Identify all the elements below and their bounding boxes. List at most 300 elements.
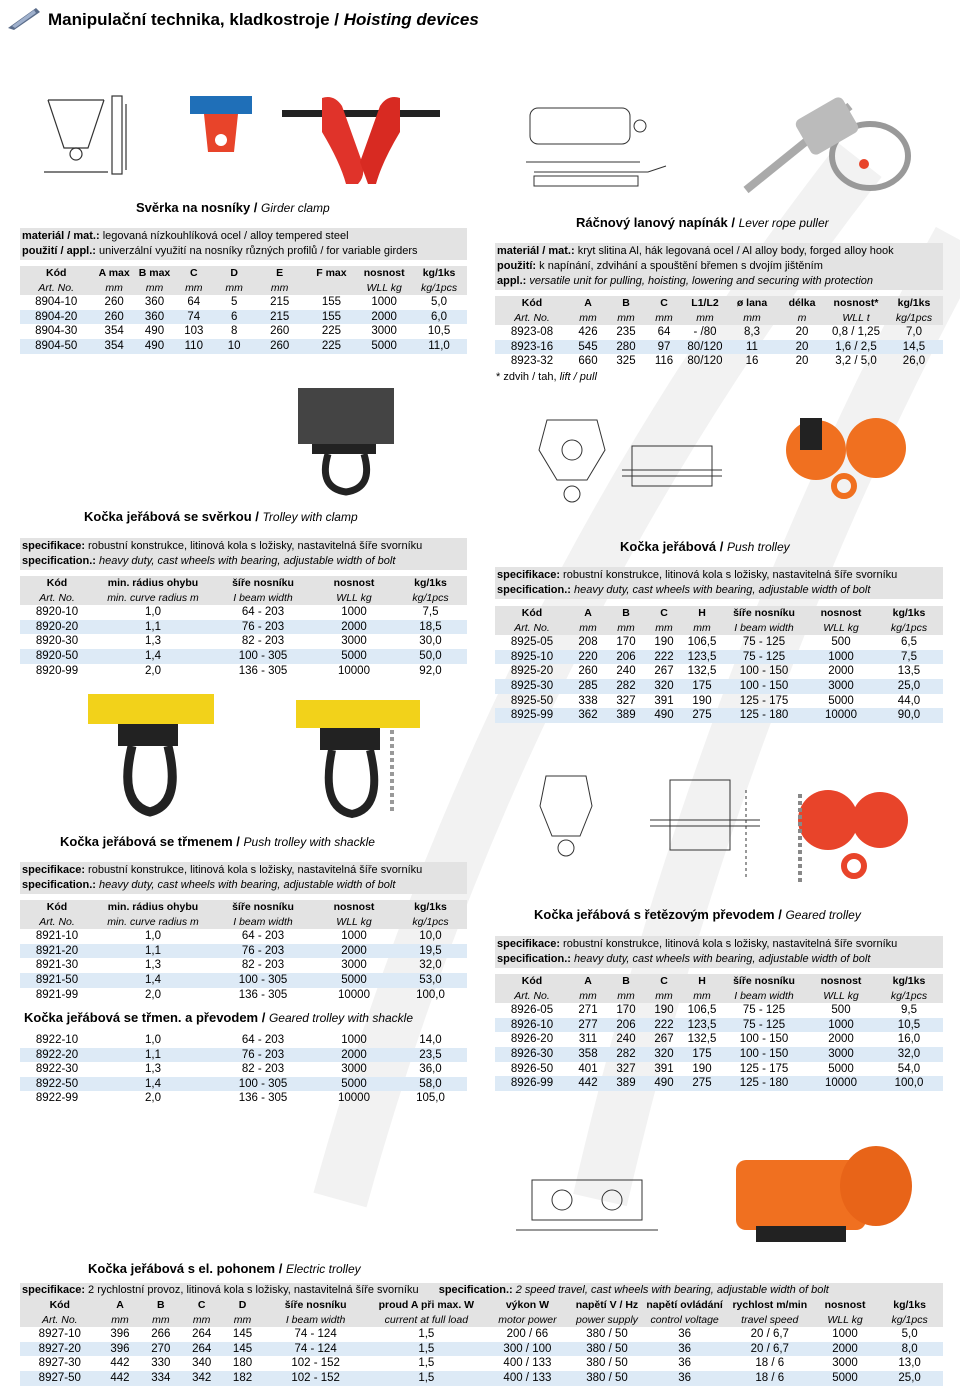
table-cell: mm bbox=[569, 989, 607, 1004]
table-cell: 8920-30 bbox=[35, 635, 79, 648]
table-cell: nosnost* bbox=[827, 296, 885, 311]
geared-trolley-title: Kočka jeřábová s řetězovým převodem / Geared trolley bbox=[534, 907, 861, 922]
table-subheader-row bbox=[20, 591, 467, 606]
table-cell: 442 bbox=[100, 1371, 141, 1386]
table-cell: 180 bbox=[232, 1357, 253, 1370]
table-cell: A bbox=[100, 1298, 141, 1313]
table-cell: šíře nosníku bbox=[721, 974, 807, 989]
table-cell: 490 bbox=[645, 708, 683, 723]
table-row bbox=[495, 1062, 943, 1077]
table-cell: nosnost bbox=[314, 576, 394, 591]
table-cell: mm bbox=[645, 989, 683, 1004]
table-cell: 10,5 bbox=[427, 325, 451, 338]
table-cell: 82 - 203 bbox=[241, 635, 285, 648]
table-cell: 8923-32 bbox=[510, 355, 554, 368]
table-subheader-row bbox=[20, 1313, 943, 1328]
table-cell: A bbox=[569, 606, 607, 621]
table-cell: 8921-10 bbox=[35, 930, 79, 943]
table-cell: 3,2 / 5,0 bbox=[835, 355, 877, 368]
push-trolley-photo bbox=[780, 400, 912, 500]
table-cell: 105,0 bbox=[416, 1092, 445, 1105]
table-cell: 100 - 305 bbox=[212, 1077, 314, 1092]
table-cell: Kód bbox=[20, 900, 94, 915]
table-cell: 8920-10 bbox=[35, 606, 79, 619]
girder-clamp-large-photo bbox=[282, 92, 440, 186]
table-cell: mm bbox=[683, 989, 721, 1004]
table-cell: 320 bbox=[645, 1047, 683, 1062]
table-row bbox=[495, 1032, 943, 1047]
electric-trolley-title: Kočka jeřábová s el. pohonem / Electric trolley bbox=[88, 1261, 361, 1276]
table-cell: 325 bbox=[616, 355, 636, 368]
table-cell: 338 bbox=[578, 694, 598, 707]
table-cell: C bbox=[181, 1298, 222, 1313]
table-cell: 100 - 150 bbox=[721, 1047, 807, 1062]
page-title: Manipulační technika, kladkostroje / Hoisting devices bbox=[48, 10, 479, 29]
table-cell: 74 - 124 bbox=[263, 1342, 368, 1357]
table-cell: 3000 bbox=[341, 635, 367, 648]
table-cell: 132,5 bbox=[687, 665, 717, 678]
table-cell: 1,4 bbox=[94, 1077, 212, 1092]
table-cell: 10 bbox=[215, 339, 254, 354]
table-row bbox=[20, 1077, 467, 1092]
table-cell: D bbox=[222, 1298, 263, 1313]
table-cell: 8926-05 bbox=[510, 1004, 554, 1017]
table-row bbox=[495, 635, 943, 650]
table-cell: 1,3 bbox=[145, 1063, 161, 1076]
table-cell bbox=[306, 281, 358, 296]
table-cell: 8921-99 bbox=[35, 988, 79, 1001]
table-cell: 1,3 bbox=[145, 635, 161, 648]
table-row bbox=[20, 944, 467, 959]
table-cell: 2000 bbox=[828, 1033, 854, 1046]
table-cell: 125 - 175 bbox=[739, 694, 789, 707]
table-cell: mm bbox=[254, 281, 306, 296]
table-cell: 1000 bbox=[807, 650, 875, 665]
table-cell: 266 bbox=[151, 1328, 171, 1341]
table-cell: kg/1pcs bbox=[394, 591, 467, 606]
table-cell: 8921-20 bbox=[20, 944, 94, 959]
table-cell: 100 - 305 bbox=[212, 973, 314, 988]
table-cell: 490 bbox=[136, 339, 173, 354]
girder-clamp-spec: materiál / mat.: legovaná nízkouhlíková ocel / alloy tempered steel použití / appl.: univerzální využití na nosníky různých profilů / for variable girders bbox=[20, 228, 467, 260]
table-cell: 1,0 bbox=[145, 1034, 161, 1046]
table-cell: 20 bbox=[795, 326, 809, 339]
table-cell: 75 - 125 bbox=[742, 1004, 786, 1017]
table-cell: kg/1ks bbox=[411, 266, 467, 281]
table-cell: 11 bbox=[727, 340, 777, 355]
table-cell: 106,5 bbox=[687, 1004, 717, 1017]
table-cell: 25,0 bbox=[875, 679, 943, 694]
table-cell: 175 bbox=[683, 1047, 721, 1062]
table-cell: 396 bbox=[100, 1342, 141, 1357]
geared-shackle-table bbox=[20, 1033, 467, 1106]
table-cell: kg/1ks bbox=[394, 576, 467, 591]
table-cell: 391 bbox=[654, 1062, 674, 1075]
table-row bbox=[20, 620, 467, 635]
table-cell: 30,0 bbox=[419, 635, 442, 648]
table-cell: 132,5 bbox=[687, 1033, 717, 1046]
table-cell: 260 bbox=[270, 325, 290, 338]
table-cell: výkon W bbox=[484, 1298, 570, 1313]
table-row bbox=[495, 325, 943, 340]
push-trolley-side-drawing bbox=[622, 426, 722, 510]
table-cell: 5000 bbox=[828, 694, 854, 707]
table-cell: B bbox=[607, 606, 645, 621]
table-cell: 8926-10 bbox=[495, 1018, 569, 1033]
table-cell: mm bbox=[222, 1313, 263, 1328]
table-cell: 8922-50 bbox=[20, 1077, 94, 1092]
table-cell: min. curve radius m bbox=[94, 915, 212, 930]
table-cell: WLL kg bbox=[357, 281, 411, 296]
table-cell: 190 bbox=[654, 636, 674, 649]
table-cell: 16 bbox=[745, 355, 759, 368]
table-cell: nosnost bbox=[807, 974, 875, 989]
table-cell: nosnost bbox=[807, 606, 875, 621]
table-cell: 5000 bbox=[314, 973, 394, 988]
table-cell: Art. No. bbox=[20, 915, 94, 930]
table-cell: šíře nosníku bbox=[263, 1298, 368, 1313]
table-cell: min. curve radius m bbox=[94, 591, 212, 606]
girder-clamp-photo bbox=[190, 96, 252, 162]
table-cell: 58,0 bbox=[394, 1077, 467, 1092]
table-cell: 32,0 bbox=[875, 1047, 943, 1062]
table-cell: 8926-50 bbox=[510, 1062, 554, 1075]
table-cell: 389 bbox=[607, 1076, 645, 1091]
table-cell: 102 - 152 bbox=[291, 1357, 340, 1370]
table-cell: 362 bbox=[569, 708, 607, 723]
table-cell: 11,0 bbox=[411, 339, 467, 354]
table-cell: 1,5 bbox=[418, 1328, 435, 1341]
table-cell: mm bbox=[683, 621, 721, 636]
table-cell: 8922-20 bbox=[20, 1048, 94, 1063]
table-cell: 53,0 bbox=[394, 973, 467, 988]
table-cell: 1,6 / 2,5 bbox=[827, 340, 885, 355]
table-cell: 5,0 bbox=[901, 1328, 918, 1341]
table-cell: 20 bbox=[795, 355, 809, 368]
table-cell: 10000 bbox=[338, 664, 370, 677]
table-cell: C bbox=[645, 606, 683, 621]
table-cell: C bbox=[173, 266, 214, 281]
table-cell: 155 bbox=[306, 310, 358, 325]
table-row bbox=[20, 1371, 943, 1386]
table-cell: I beam width bbox=[212, 591, 314, 606]
table-row bbox=[20, 1327, 943, 1342]
table-cell: 102 - 152 bbox=[263, 1371, 368, 1386]
table-cell: 32,0 bbox=[419, 959, 442, 972]
table-cell: 2000 bbox=[814, 1342, 876, 1357]
trolley-clamp-title: Kočka jeřábová se svěrkou / Trolley with clamp bbox=[84, 509, 358, 524]
table-cell: 36,0 bbox=[419, 1063, 442, 1076]
table-row bbox=[20, 1091, 467, 1106]
table-cell: 2000 bbox=[314, 620, 394, 635]
table-cell: 277 bbox=[569, 1018, 607, 1033]
table-cell: 190 bbox=[654, 1004, 674, 1017]
table-cell: 8925-50 bbox=[510, 694, 554, 707]
table-cell: 64 bbox=[657, 326, 671, 339]
table-cell: 54,0 bbox=[897, 1062, 921, 1075]
table-cell: 282 bbox=[607, 1047, 645, 1062]
table-cell: 285 bbox=[569, 679, 607, 694]
table-cell: 1,5 bbox=[368, 1371, 484, 1386]
table-cell: 50,0 bbox=[394, 649, 467, 664]
table-cell: mm bbox=[607, 621, 645, 636]
table-cell: 1,5 bbox=[418, 1357, 435, 1370]
table-cell: 1,4 bbox=[94, 649, 212, 664]
table-cell: 2,0 bbox=[145, 988, 161, 1001]
table-cell: 64 bbox=[187, 296, 201, 309]
table-cell: 26,0 bbox=[902, 355, 926, 368]
table-cell: 354 bbox=[92, 339, 135, 354]
table-row bbox=[495, 664, 943, 679]
table-cell: 8920-20 bbox=[20, 620, 94, 635]
table-cell: 215 bbox=[254, 310, 306, 325]
geared-trolley-drawing bbox=[536, 766, 596, 862]
table-cell: mm bbox=[140, 1313, 181, 1328]
table-cell: ø lana bbox=[727, 296, 777, 311]
table-cell: 1000 bbox=[832, 1328, 858, 1341]
table-cell: B bbox=[607, 296, 645, 311]
table-cell: 8904-50 bbox=[20, 339, 92, 354]
table-cell: 18 / 6 bbox=[755, 1357, 785, 1370]
table-cell: 106,5 bbox=[687, 636, 717, 649]
table-cell: nosnost bbox=[814, 1298, 876, 1313]
table-cell: 8920-50 bbox=[20, 649, 94, 664]
table-cell: 6,5 bbox=[901, 636, 917, 649]
table-row bbox=[20, 958, 467, 973]
table-cell: 97 bbox=[645, 340, 683, 355]
table-row bbox=[495, 694, 943, 709]
table-header-row bbox=[495, 974, 943, 989]
table-cell: 92,0 bbox=[419, 664, 442, 677]
table-cell: 260 bbox=[254, 339, 306, 354]
table-row bbox=[20, 988, 467, 1003]
table-row bbox=[495, 650, 943, 665]
table-cell: A max bbox=[92, 266, 135, 281]
table-cell: 64 - 203 bbox=[241, 930, 285, 943]
table-header-row bbox=[495, 606, 943, 621]
table-row bbox=[495, 679, 943, 694]
table-cell: 5000 bbox=[814, 1371, 876, 1386]
table-cell: 190 bbox=[692, 1062, 712, 1075]
table-cell: B bbox=[140, 1298, 181, 1313]
table-cell: mm bbox=[607, 989, 645, 1004]
table-cell: 3000 bbox=[807, 1047, 875, 1062]
table-cell: 271 bbox=[578, 1004, 598, 1017]
table-cell: 334 bbox=[140, 1371, 181, 1386]
table-cell: 8925-99 bbox=[495, 708, 569, 723]
table-cell: 354 bbox=[104, 325, 124, 338]
table-cell: 267 bbox=[654, 665, 674, 678]
table-cell: m bbox=[777, 311, 827, 326]
electric-trolley-photo bbox=[726, 1130, 914, 1254]
geared-trolley-spec: specifikace: robustní konstrukce, litinová kola s ložisky, nastavitelná šíře svorníku specification.: heavy duty, cast wheels with bearing, adjustable width of bolt bbox=[495, 936, 943, 968]
table-cell: 8927-20 bbox=[20, 1342, 100, 1357]
table-cell: 1,3 bbox=[145, 959, 161, 972]
table-cell: mm bbox=[569, 311, 607, 326]
table-cell: 1,1 bbox=[94, 620, 212, 635]
table-cell: 82 - 203 bbox=[241, 1063, 285, 1076]
table-subheader-row bbox=[495, 311, 943, 326]
table-cell: 358 bbox=[569, 1047, 607, 1062]
table-cell: 74 - 124 bbox=[294, 1328, 337, 1341]
table-cell: 8923-08 bbox=[510, 326, 554, 339]
table-row bbox=[495, 1047, 943, 1062]
table-cell: 8927-10 bbox=[38, 1328, 81, 1341]
table-cell: 136 - 305 bbox=[238, 1092, 288, 1105]
table-cell: 8,0 bbox=[876, 1342, 943, 1357]
table-row bbox=[20, 605, 467, 620]
table-cell: 7,0 bbox=[906, 326, 922, 339]
table-cell: 442 bbox=[110, 1357, 130, 1370]
table-cell: 8925-30 bbox=[495, 679, 569, 694]
table-cell: H bbox=[683, 974, 721, 989]
electric-trolley-spec: specifikace: 2 rychlostní provoz, litinová kola s ložisky, nastavitelná šíře svorníku specification.: 2 speed travel, cast wheels with bearing, adjustable width of bolt bbox=[20, 1283, 943, 1298]
table-cell: 330 bbox=[151, 1357, 171, 1370]
table-cell: 20 bbox=[777, 340, 827, 355]
table-cell: A bbox=[569, 974, 607, 989]
table-cell: 7,5 bbox=[875, 650, 943, 665]
table-row bbox=[20, 929, 467, 944]
table-cell: nosnost bbox=[314, 900, 394, 915]
table-cell: motor power bbox=[484, 1313, 570, 1328]
table-cell: 9,5 bbox=[901, 1004, 917, 1017]
table-cell: mm bbox=[181, 1313, 222, 1328]
table-cell: 235 bbox=[616, 326, 636, 339]
table-cell: Art. No. bbox=[20, 591, 94, 606]
electric-trolley-table bbox=[20, 1298, 943, 1386]
table-cell: L1/L2 bbox=[683, 296, 727, 311]
table-cell: min. rádius ohybu bbox=[94, 576, 212, 591]
table-cell: 110 bbox=[173, 339, 214, 354]
table-cell: I beam width bbox=[721, 989, 807, 1004]
table-cell: 225 bbox=[306, 339, 358, 354]
table-cell: 100 - 150 bbox=[739, 665, 789, 678]
table-cell: 270 bbox=[140, 1342, 181, 1357]
lever-puller-table bbox=[495, 296, 943, 369]
table-cell: 1,5 bbox=[368, 1342, 484, 1357]
table-cell: 6 bbox=[215, 310, 254, 325]
table-cell: 8926-99 bbox=[495, 1076, 569, 1091]
table-cell: 401 bbox=[578, 1062, 598, 1075]
table-cell: kg/1ks bbox=[875, 974, 943, 989]
table-cell: 170 bbox=[616, 1004, 636, 1017]
table-cell: 8926-30 bbox=[495, 1047, 569, 1062]
table-cell: 1000 bbox=[341, 1034, 367, 1046]
geared-trolley-photo bbox=[788, 774, 912, 886]
table-row bbox=[20, 649, 467, 664]
geared-trolley-table bbox=[495, 974, 943, 1091]
table-cell: 1,1 bbox=[94, 944, 212, 959]
table-header-row bbox=[20, 900, 467, 915]
table-cell: mm bbox=[136, 281, 173, 296]
hoist-logo-icon bbox=[6, 4, 42, 30]
table-cell: 2000 bbox=[314, 944, 394, 959]
table-cell: WLL kg bbox=[814, 1313, 876, 1328]
geared-trolley-side-drawing bbox=[640, 770, 770, 890]
table-row bbox=[495, 340, 943, 355]
table-cell: WLL kg bbox=[314, 591, 394, 606]
trolley-clamp-table bbox=[20, 576, 467, 678]
table-cell: 64 - 203 bbox=[241, 1034, 285, 1046]
table-cell: Art. No. bbox=[495, 989, 569, 1004]
lever-puller-spec: materiál / mat.: kryt slitina Al, hák legovaná ocel / Al alloy body, forged alloy hook použití: k napínání, zdvihání a spouštění břemen s dvojím jištěním appl.: versatile unit for pulling, hoisting, lowering and securing with protection bbox=[495, 243, 943, 290]
table-cell: napětí ovládání bbox=[644, 1298, 726, 1313]
table-cell: 64 - 203 bbox=[241, 606, 285, 619]
table-cell: 8,3 bbox=[744, 326, 760, 339]
table-cell: 264 bbox=[192, 1328, 212, 1341]
table-cell: 380 / 50 bbox=[570, 1342, 643, 1357]
table-cell: 282 bbox=[607, 679, 645, 694]
table-cell: 275 bbox=[683, 708, 721, 723]
table-cell: 116 bbox=[654, 355, 674, 368]
table-cell: 14,5 bbox=[885, 340, 943, 355]
table-cell: A bbox=[569, 296, 607, 311]
table-cell: 3000 bbox=[371, 325, 397, 338]
table-cell: 13,5 bbox=[897, 665, 921, 678]
table-cell: 2000 bbox=[828, 665, 854, 678]
table-cell: 36 bbox=[678, 1328, 692, 1341]
table-cell: 342 bbox=[181, 1371, 222, 1386]
table-cell: kg/1pcs bbox=[411, 281, 467, 296]
table-cell: min. rádius ohybu bbox=[94, 900, 212, 915]
table-cell: mm bbox=[100, 1313, 141, 1328]
table-cell: 10000 bbox=[338, 1092, 370, 1105]
table-cell: 380 / 50 bbox=[570, 1371, 643, 1386]
table-cell: 225 bbox=[321, 325, 341, 338]
table-cell: 8 bbox=[230, 325, 238, 338]
table-cell: 80/120 bbox=[687, 355, 723, 368]
table-row bbox=[20, 973, 467, 988]
table-cell: kg/1pcs bbox=[885, 311, 943, 326]
table-cell: 36 bbox=[644, 1371, 726, 1386]
table-cell: 20 / 6,7 bbox=[726, 1342, 814, 1357]
table-header-row bbox=[20, 576, 467, 591]
table-cell: 360 bbox=[144, 296, 165, 309]
table-cell: 145 bbox=[222, 1342, 263, 1357]
table-cell: 8921-50 bbox=[20, 973, 94, 988]
table-cell: 400 / 133 bbox=[503, 1357, 552, 1370]
table-header-row bbox=[20, 1298, 943, 1313]
table-cell: Art. No. bbox=[495, 311, 569, 326]
table-cell: 125 - 180 bbox=[721, 708, 807, 723]
table-cell: - /80 bbox=[693, 326, 717, 339]
table-cell: 18,5 bbox=[394, 620, 467, 635]
table-cell: Art. No. bbox=[20, 281, 92, 296]
table-cell: 208 bbox=[578, 636, 598, 649]
table-cell: 5,0 bbox=[431, 296, 448, 309]
table-subheader-row bbox=[495, 621, 943, 636]
table-cell: Art. No. bbox=[495, 621, 569, 636]
table-cell: 260 bbox=[92, 310, 135, 325]
table-cell: 8922-10 bbox=[35, 1034, 79, 1046]
push-trolley-table bbox=[495, 606, 943, 723]
table-cell: mm bbox=[173, 281, 214, 296]
push-trolley-drawing bbox=[527, 410, 617, 510]
table-cell: 20 / 6,7 bbox=[750, 1328, 789, 1341]
table-cell: 267 bbox=[654, 1033, 674, 1046]
table-subheader-row bbox=[495, 989, 943, 1004]
trolley-shackle-spec: specifikace: robustní konstrukce, litinová kola s ložisky, nastavitelná šíře svorníku specification.: heavy duty, cast wheels with bearing, adjustable width of bolt bbox=[20, 862, 467, 894]
table-cell: 75 - 125 bbox=[721, 650, 807, 665]
table-cell: Kód bbox=[495, 606, 569, 621]
table-cell: 360 bbox=[136, 310, 173, 325]
table-cell: 240 bbox=[616, 1033, 636, 1046]
table-cell: 10000 bbox=[338, 988, 370, 1001]
table-cell: 442 bbox=[569, 1076, 607, 1091]
table-cell: 264 bbox=[181, 1342, 222, 1357]
table-cell: 1,0 bbox=[145, 930, 161, 943]
table-cell: Art. No. bbox=[20, 1313, 100, 1328]
